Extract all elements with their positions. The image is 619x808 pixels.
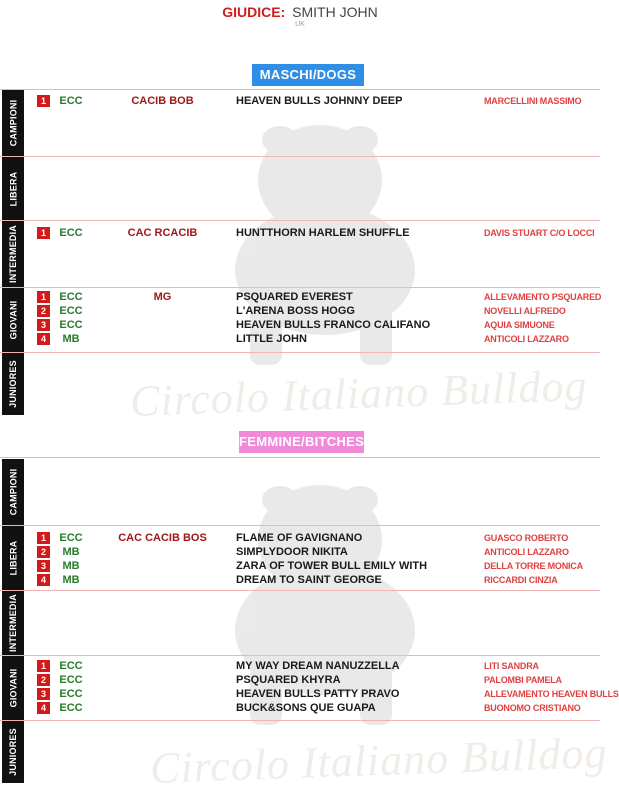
class-label-text: CAMPIONI (8, 99, 19, 147)
table-row (0, 318, 600, 332)
divider (0, 720, 600, 721)
rank-badge: 3 (37, 560, 50, 572)
divider (0, 655, 600, 656)
table-row (0, 94, 600, 108)
rank-badge: 1 (37, 291, 50, 303)
table-row (0, 687, 619, 701)
owner-name: MARCELLINI MASSIMO (484, 96, 582, 106)
qualification: MB (62, 546, 80, 558)
dog-name: PSQUARED EVEREST (236, 291, 353, 303)
divider (0, 220, 600, 221)
dog-name: SIMPLYDOOR NIKITA (236, 546, 348, 558)
class-label-text: CAMPIONI (8, 468, 19, 516)
dog-name: ZARA OF TOWER BULL EMILY WITH (236, 560, 428, 572)
rank-badge: 1 (37, 660, 50, 672)
qualification: ECC (59, 291, 83, 303)
award: CACIB BOB (131, 95, 194, 107)
qualification: ECC (59, 532, 83, 544)
page-header (0, 4, 600, 28)
qualification: MB (62, 333, 80, 345)
class-label-juniores-females (2, 721, 24, 783)
judge-line (0, 4, 600, 20)
dog-name: L'ARENA BOSS HOGG (236, 305, 355, 317)
rank-badge: 3 (37, 319, 50, 331)
judge-label: GIUDICE: (222, 4, 286, 20)
table-row (0, 659, 600, 673)
dog-name: BUCK&SONS QUE GUAPA (236, 702, 376, 714)
qualification: ECC (59, 305, 83, 317)
divider (0, 287, 600, 288)
watermark-text: Circolo Italiano Bulldog (129, 361, 589, 426)
qualification: ECC (59, 660, 83, 672)
table-row (0, 226, 600, 240)
owner-name: LITI SANDRA (484, 661, 539, 671)
owner-name: ALLEVAMENTO HEAVEN BULLS (484, 689, 619, 699)
table-row (0, 290, 600, 304)
class-label-text: INTERMEDIA (8, 594, 18, 652)
dog-name: LITTLE JOHN (236, 333, 307, 345)
owner-name: ANTICOLI LAZZARO (484, 334, 569, 344)
qualification: ECC (59, 702, 83, 714)
class-label-intermedia-females (2, 591, 24, 655)
divider (0, 156, 600, 157)
divider (0, 352, 600, 353)
award: CAC CACIB BOS (118, 532, 207, 544)
class-label-text: INTERMEDIA (8, 225, 18, 283)
owner-name: ALLEVAMENTO PSQUARED (484, 292, 602, 302)
watermark-text: Circolo Italiano Bulldog (149, 728, 609, 793)
table-row (0, 545, 600, 559)
table-row (0, 673, 600, 687)
class-label-text: GIOVANI (8, 668, 18, 708)
class-label-campioni-females (2, 459, 24, 525)
divider (0, 89, 600, 90)
owner-name: PALOMBI PAMELA (484, 675, 562, 685)
qualification: ECC (59, 95, 83, 107)
owner-name: NOVELLI ALFREDO (484, 306, 566, 316)
dog-name: MY WAY DREAM NANUZZELLA (236, 660, 400, 672)
qualification: ECC (59, 674, 83, 686)
dog-name: HEAVEN BULLS JOHNNY DEEP (236, 95, 403, 107)
table-row (0, 573, 600, 587)
table-row (0, 701, 600, 715)
rank-badge: 1 (37, 95, 50, 107)
class-label-text: GIOVANI (8, 300, 18, 340)
qualification: ECC (59, 688, 83, 700)
table-row (0, 304, 600, 318)
rank-badge: 4 (37, 702, 50, 714)
dog-name: FLAME OF GAVIGNANO (236, 532, 363, 544)
class-label-text: LIBERA (8, 171, 19, 206)
owner-name: GUASCO ROBERTO (484, 533, 569, 543)
class-label-juniores-males (2, 353, 24, 415)
class-label-text: LIBERA (8, 540, 19, 576)
qualification: MB (62, 560, 80, 572)
table-row (0, 531, 600, 545)
table-row (0, 559, 600, 573)
owner-name: AQUIA SIMUONE (484, 320, 555, 330)
judge-name: SMITH JOHN (292, 4, 378, 20)
divider (0, 457, 600, 458)
judge-country: UK (295, 21, 305, 28)
dog-name: DREAM TO SAINT GEORGE (236, 574, 382, 586)
class-label-text: JUNIORES (8, 728, 18, 776)
qualification: MB (62, 574, 80, 586)
owner-name: BUONOMO CRISTIANO (484, 703, 581, 713)
rank-badge: 2 (37, 674, 50, 686)
owner-name: DAVIS STUART C/O LOCCI (484, 228, 595, 238)
rank-badge: 2 (37, 305, 50, 317)
class-label-text: JUNIORES (8, 360, 18, 408)
award: MG (153, 291, 172, 303)
dog-name: HUNTTHORN HARLEM SHUFFLE (236, 227, 410, 239)
dog-name: HEAVEN BULLS PATTY PRAVO (236, 688, 400, 700)
rank-badge: 2 (37, 546, 50, 558)
table-row (0, 332, 600, 346)
dog-name: PSQUARED KHYRA (236, 674, 341, 686)
award: CAC RCACIB (127, 227, 198, 239)
divider (0, 525, 600, 526)
owner-name: ANTICOLI LAZZARO (484, 547, 569, 557)
class-label-libera-males (2, 157, 24, 220)
rank-badge: 4 (37, 574, 50, 586)
rank-badge: 1 (37, 532, 50, 544)
section-title-males: MASCHI/DOGS (252, 64, 364, 86)
owner-name: DELLA TORRE MONICA (484, 561, 583, 571)
rank-badge: 1 (37, 227, 50, 239)
rank-badge: 3 (37, 688, 50, 700)
qualification: ECC (59, 319, 83, 331)
section-title-females: FEMMINE/BITCHES (239, 431, 364, 453)
owner-name: RICCARDI CINZIA (484, 575, 558, 585)
qualification: ECC (59, 227, 83, 239)
rank-badge: 4 (37, 333, 50, 345)
dog-name: HEAVEN BULLS FRANCO CALIFANO (236, 319, 431, 331)
divider (0, 590, 600, 591)
